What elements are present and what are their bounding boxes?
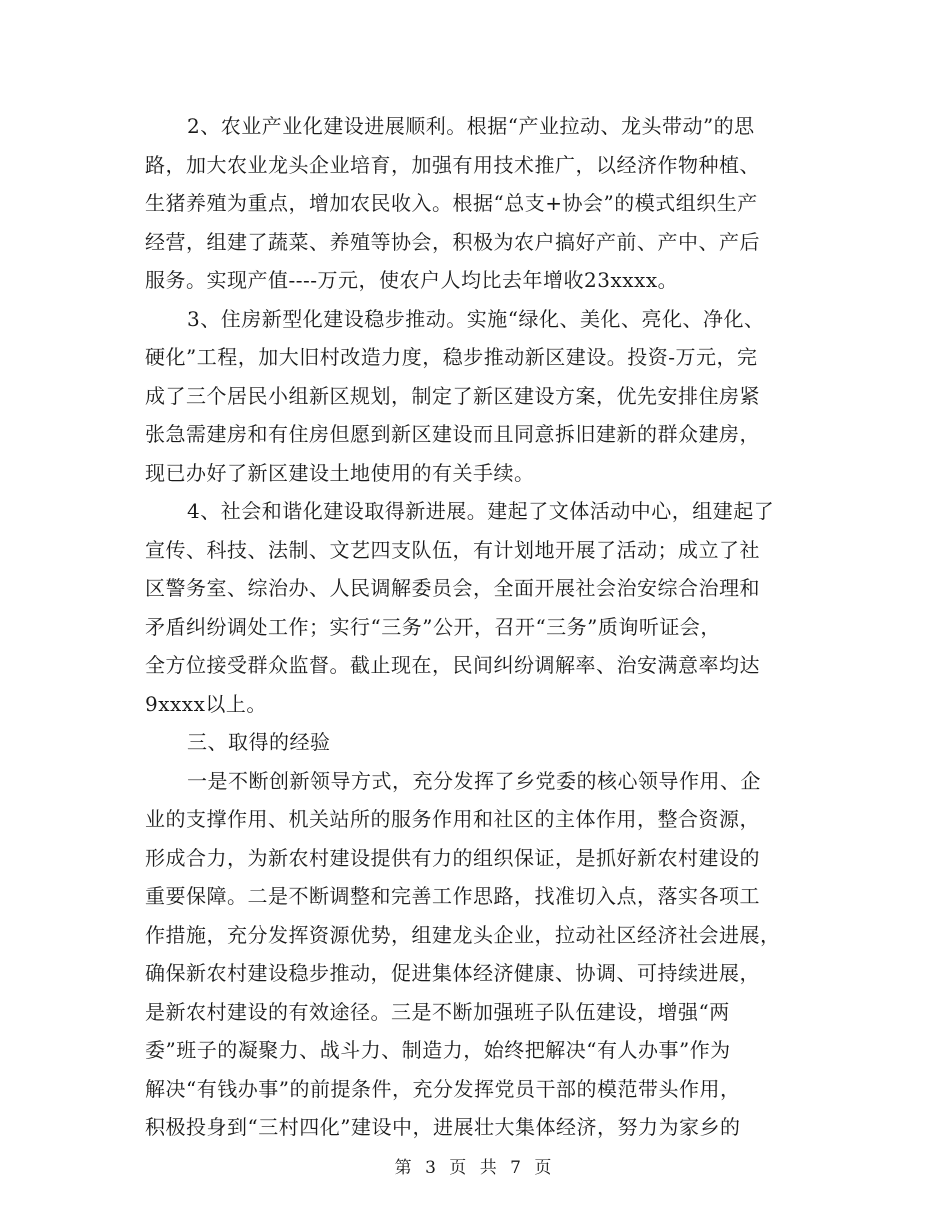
paragraph-first-line: 4、社会和谐化建设取得新进展。建起了文体活动中心，组建起了 — [187, 499, 775, 523]
paragraph-first-line: 一是不断创新领导方式，充分发挥了乡党委的核心领导作用、企 — [187, 768, 761, 793]
paragraph — [145, 762, 808, 1147]
paragraph-line: 矛盾纠纷调处工作；实行“三务”公开，召开“三务”质询听证会， — [145, 614, 721, 639]
paragraph-line: 积极投身到“三村四化”建设中，进展壮大集体经济，努力为家乡的 — [145, 1115, 741, 1139]
paragraph-line: 张急需建房和有住房但愿到新区建设而且同意拆旧建新的群众建房， — [145, 422, 760, 446]
paragraph-line: 确保新农村建设稳步推动，促进集体经济健康、协调、可持续进展， — [145, 961, 760, 985]
paragraph — [145, 107, 808, 300]
paragraph-line: 服务。实现产值----万元，使农户人均比去年增收23xxxx。 — [145, 268, 679, 292]
paragraph-line: 业的支撑作用、机关站所的服务作用和社区的主体作用，整合资源， — [145, 807, 760, 831]
paragraph-line: 委”班子的凝聚力、战斗力、制造力，始终把解决“有人办事”作为 — [145, 1038, 731, 1062]
paragraph-line: 解决“有钱办事”的前提条件，充分发挥党员干部的模范带头作用， — [145, 1076, 741, 1101]
paragraph-line: 是新农村建设的有效途径。三是不断加强班子队伍建设，增强“两 — [145, 999, 730, 1024]
paragraph-line: 形成合力，为新农村建设提供有力的组织保证，是抓好新农村建设的 — [145, 845, 760, 870]
paragraph-line: 硬化”工程，加大旧村改造力度，稳步推动新区建设。投资-万元，完 — [145, 345, 758, 369]
paragraph-line: 生猪养殖为重点，增加农民收入。根据“总支+协会”的模式组织生产 — [145, 191, 758, 215]
paragraph-line: 现已办好了新区建设土地使用的有关手续。 — [145, 460, 535, 485]
paragraph-first-line: 三、取得的经验 — [187, 730, 331, 754]
paragraph-line: 经营，组建了蔬菜、养殖等协会，积极为农户搞好产前、产中、产后 — [145, 229, 760, 254]
paragraph-line: 9xxxx以上。 — [145, 691, 267, 716]
paragraph-line: 重要保障。二是不断调整和完善工作思路，找准切入点，落实各项工 — [145, 884, 760, 908]
paragraph-line: 路，加大农业龙头企业培育，加强有用技术推广，以经济作物种植、 — [145, 152, 760, 177]
paragraph — [145, 723, 808, 762]
document-body — [145, 107, 808, 1147]
paragraph — [145, 300, 808, 493]
paragraph-line: 宣传、科技、法制、文艺四支队伍，有计划地开展了活动；成立了社 — [145, 537, 760, 562]
paragraph — [145, 492, 808, 723]
paragraph-line: 全方位接受群众监督。截止现在，民间纠纷调解率、治安满意率均达 — [145, 653, 760, 677]
paragraph-first-line: 3、住房新型化建设稳步推动。实施“绿化、美化、亮化、净化、 — [187, 306, 765, 331]
page-footer: 第 3 页 共 7 页 — [394, 1158, 556, 1178]
paragraph-first-line: 2、农业产业化建设进展顺利。根据“产业拉动、龙头带动”的思 — [187, 114, 755, 138]
paragraph-line: 作措施，充分发挥资源优势，组建龙头企业，拉动社区经济社会进展， — [145, 922, 781, 947]
paragraph-line: 区警务室、综治办、人民调解委员会，全面开展社会治安综合治理和 — [145, 576, 760, 600]
paragraph-line: 成了三个居民小组新区规划，制定了新区建设方案，优先安排住房紧 — [145, 383, 760, 408]
